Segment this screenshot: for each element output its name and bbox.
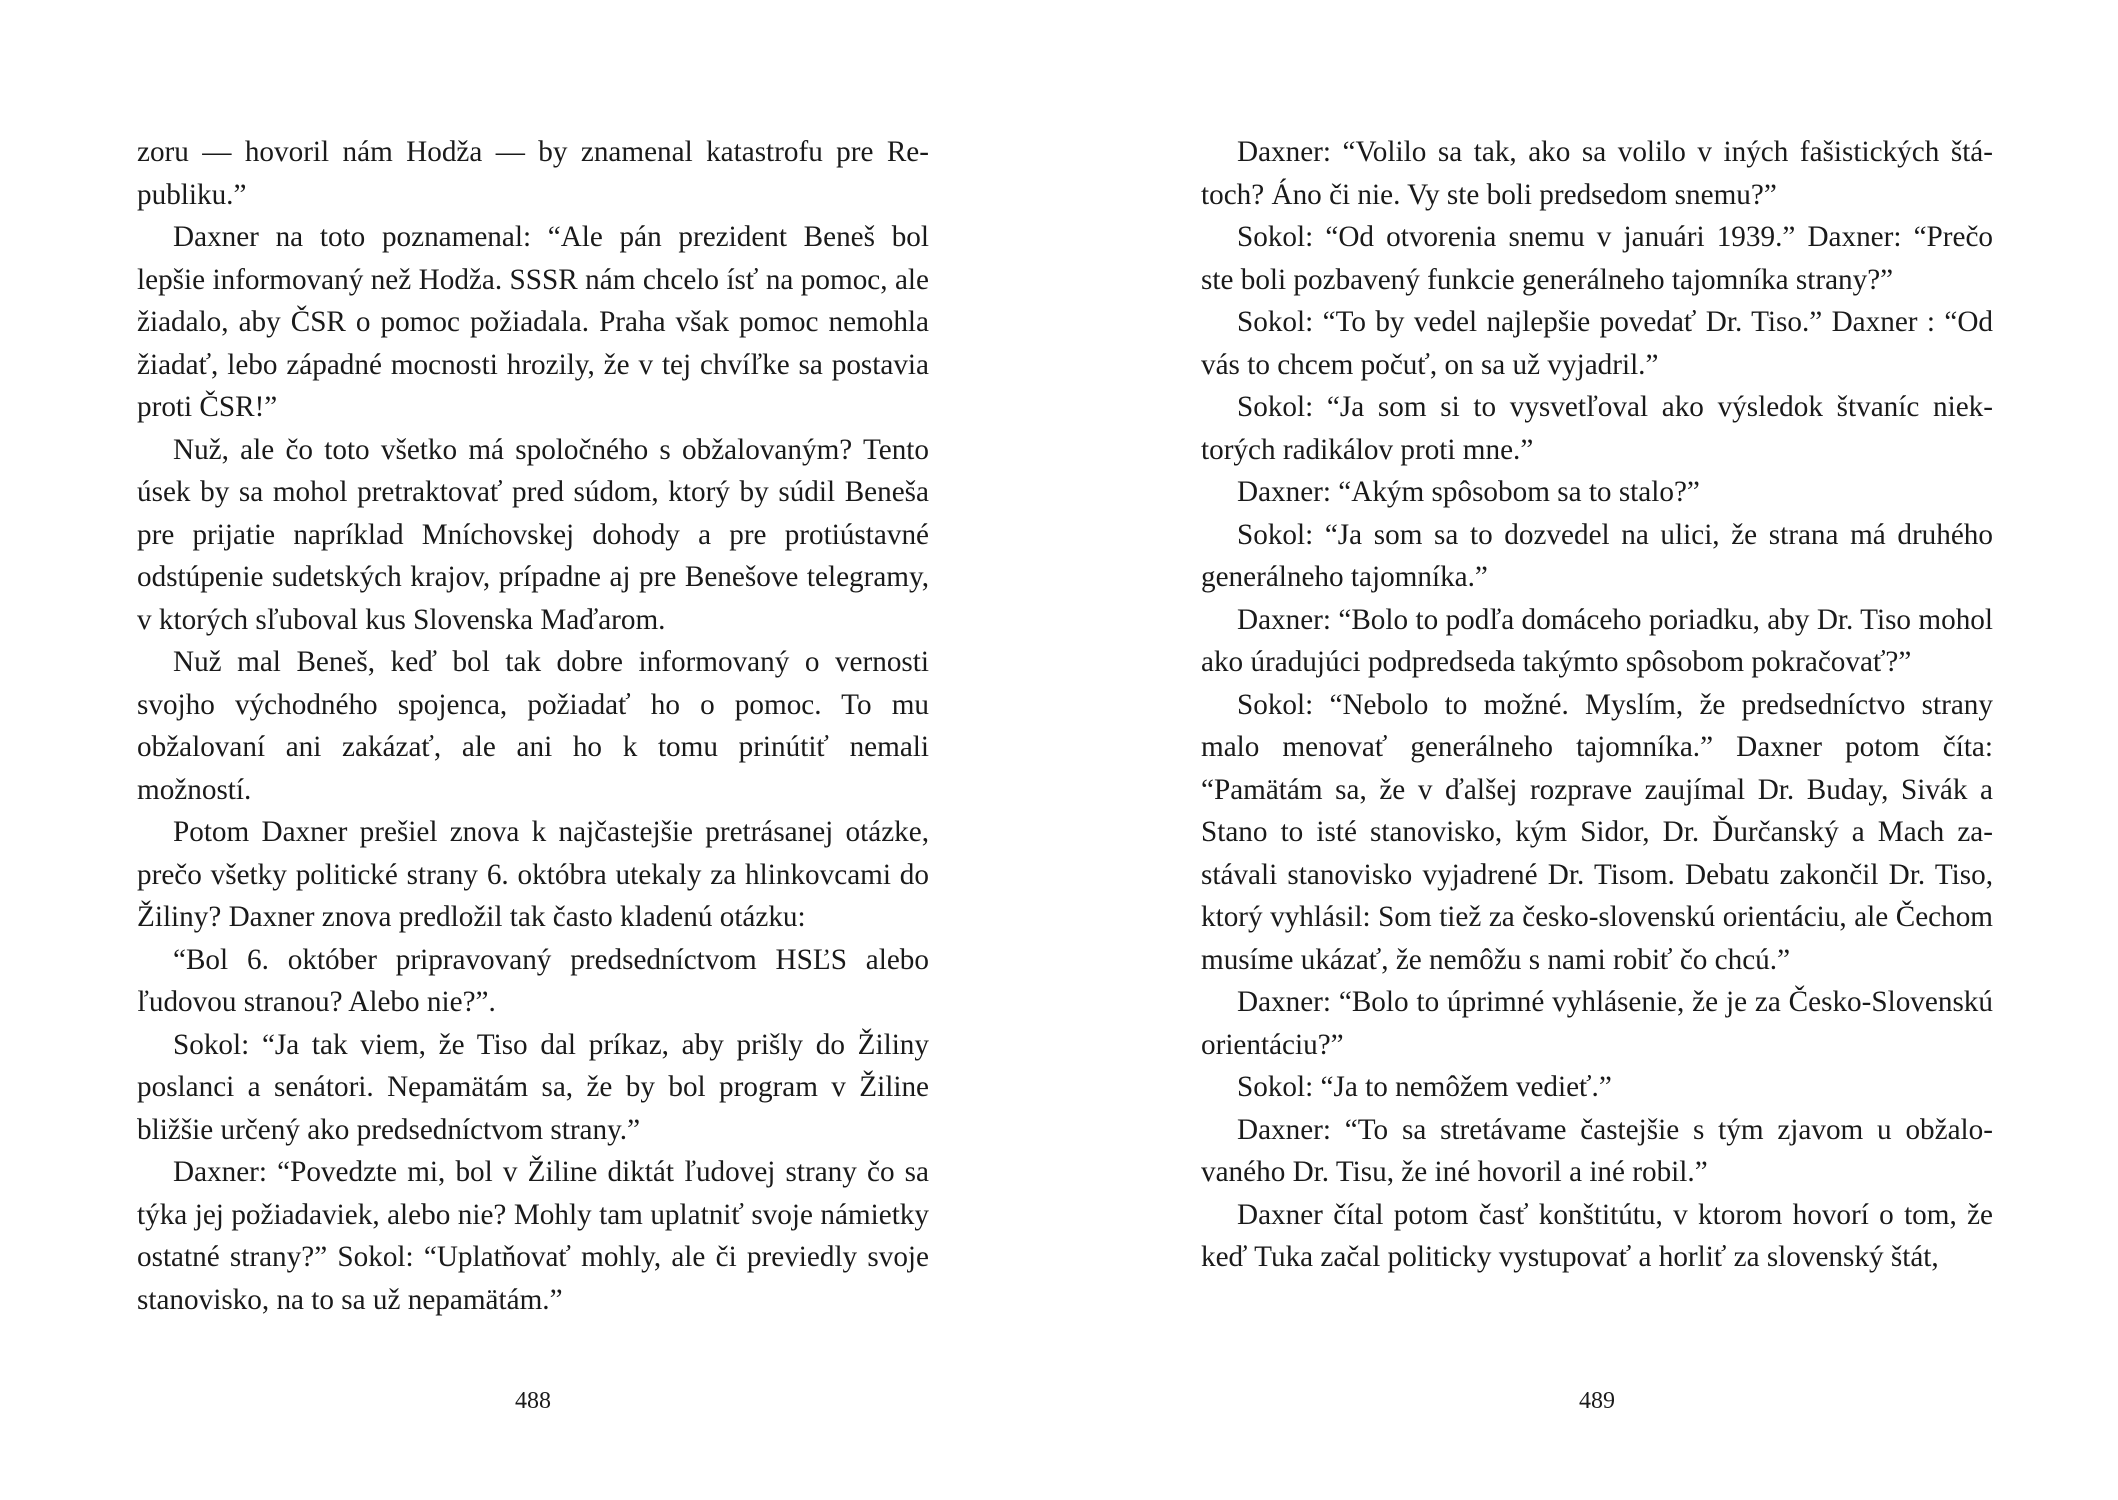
- paragraph: Sokol: “Ja tak viem, že Tiso dal príkaz, aby prišly do Žiliny poslanci a senátori. Nepamätám sa, že by bol program v Žiline bližšie určený ako predsedníctvom strany.”: [137, 1028, 929, 1146]
- paragraph: Sokol: “Ja to nemôžem vedieť.”: [1237, 1071, 1612, 1103]
- paragraph: zoru — hovoril nám Hodža — by znamenal katastrofu pre Republiku.”: [137, 136, 929, 211]
- paragraph: Daxner: “Volilo sa tak, ako sa volilo v iných fašistických štátoch? Áno či nie. Vy ste boli predsedom snemu?”: [1201, 136, 1993, 211]
- paragraph: Sokol: “Ja som sa to dozvedel na ulici, že strana má druhého generálneho tajomníka.”: [1201, 518, 1993, 593]
- paragraph: Sokol: “To by vedel najlepšie povedať Dr. Tiso.” Daxner : “Od vás to chcem počuť, on sa už vyjadril.”: [1201, 306, 1993, 381]
- paragraph: Sokol: “Od otvorenia snemu v januári 1939.” Daxner: “Prečo ste boli pozbavený funkcie generálneho tajomníka strany?”: [1201, 221, 1993, 296]
- paragraph: Daxner: “To sa stretávame častejšie s tým zjavom u obžalovaného Dr. Tisu, že iné hovoril a iné robil.”: [1201, 1113, 1993, 1188]
- right-page: [1059, 0, 2118, 1500]
- paragraph: Daxner: “Bolo to podľa domáceho poriadku, aby Dr. Tiso mohol ako úradujúci podpredseda takýmto spôsobom pokračovať?”: [1201, 603, 1993, 678]
- paragraph: Nuž, ale čo toto všetko má spoločného s obžalovaným? Tento úsek by sa mohol pretraktovať pred súdom, ktorý by súdil Beneša pre prijatie napríklad Mníchovskej dohody a pre protiústavné odstúpenie sudetských krajov, prípadne aj pre Benešove telegramy, v ktorých sľuboval kus Slovenska Maďarom.: [137, 433, 929, 636]
- paragraph: Daxner: “Povedzte mi, bol v Žiline diktát ľudovej strany čo sa týka jej požiadaviek, alebo nie? Mohly tam uplatniť svoje námietky ostatné strany?” Sokol: “Uplatňovať mohly, ale či previedly svoje stanovisko, na to sa už nepamätám.”: [137, 1156, 929, 1316]
- paragraph: Sokol: “Ja som si to vysvetľoval ako výsledok štvaníc niektorých radikálov proti mne.”: [1201, 391, 1993, 466]
- left-page-text: [137, 131, 929, 1321]
- right-page-text: [1201, 131, 1993, 1279]
- paragraph: Sokol: “Nebolo to možné. Myslím, že predsedníctvo strany malo menovať generálneho tajomníka.” Daxner potom číta: “Pamätám sa, že v ďalšej rozprave zaujímal Dr. Buday, Sivák a Stano to isté stanovisko, kým Sidor, Dr. Ďurčanský a Mach zastávali stanovisko vyjadrené Dr. Tisom. Debatu zakončil Dr. Tiso, ktorý vyhlásil: Som tiež za česko-slovenskú orientáciu, ale Čechom musíme ukázať, že nemôžu s nami robiť čo chcú.”: [1201, 688, 1993, 976]
- paragraph: Daxner na toto poznamenal: “Ale pán prezident Beneš bol lepšie informovaný než Hodža. SSSR nám chcelo ísť na pomoc, ale žiadalo, aby ČSR o pomoc požiadala. Praha však pomoc nemohla žiadať, lebo západné mocnosti hrozily, že v tej chvíľke sa postavia proti ČSR!”: [137, 221, 929, 423]
- paragraph: “Bol 6. október pripravovaný predsedníctvom HSĽS alebo ľudovou stranou? Alebo nie?”.: [137, 943, 929, 1018]
- paragraph: Potom Daxner prešiel znova k najčastejšie pretrásanej otázke, prečo všetky politické strany 6. októbra utekaly za hlinkovcami do Žiliny? Daxner znova predložil tak často kladenú otázku:: [137, 816, 929, 933]
- paragraph: Daxner: “Akým spôsobom sa to stalo?”: [1237, 476, 1700, 508]
- page-number-left: 488: [515, 1388, 551, 1414]
- paragraph: Nuž mal Beneš, keď bol tak dobre informovaný o vernosti svojho východného spojenca, požiadať ho o pomoc. To mu obžalovaní ani zakázať, ale ani ho k tomu prinútiť nemali možností.: [137, 646, 929, 806]
- page-number-right: 489: [1579, 1388, 1615, 1414]
- paragraph: Daxner čítal potom časť konštitútu, v ktorom hovorí o tom, že keď Tuka začal politicky vystupovať a horliť za slovenský štát,: [1201, 1198, 1993, 1273]
- paragraph: Daxner: “Bolo to úprimné vyhlásenie, že je za Česko-Slovenskú orientáciu?”: [1201, 986, 1993, 1061]
